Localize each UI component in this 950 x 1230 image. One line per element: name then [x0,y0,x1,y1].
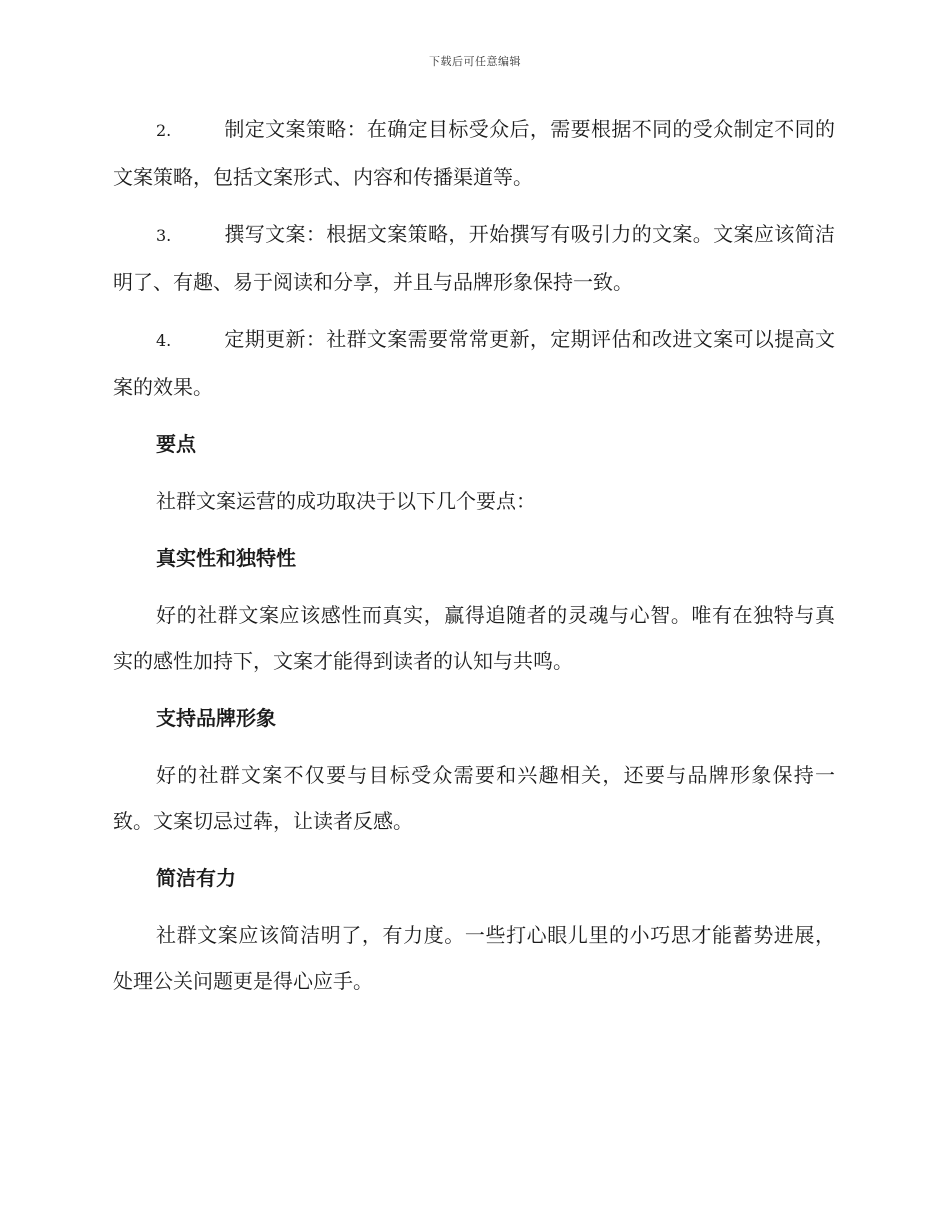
list-item-number: 3. [156,226,172,245]
concise-heading: 简洁有力 [156,866,236,890]
key-points-heading: 要点 [156,432,196,456]
concise-paragraph: 社群文案应该简洁明了，有力度。一些打心眼儿里的小巧思才能蓄势进展，处理公关问题更是得心应手。 [113,923,835,993]
list-item-text: 撰写文案：根据文案策略，开始撰写有吸引力的文案。文案应该简洁明了、有趣、易于阅读和分享，并且与品牌形象保持一致。 [113,222,835,294]
list-item [113,316,835,410]
brand-paragraph: 好的社群文案不仅要与目标受众需要和兴趣相关，还要与品牌形象保持一致。文案切忌过犇，让读者反感。 [113,763,835,833]
list-item [113,211,835,305]
key-points-intro: 社群文案运营的成功取决于以下几个要点： [156,489,536,513]
document-body [113,106,835,1015]
authenticity-heading: 真实性和独特性 [156,546,296,570]
list-item-number: 4. [156,331,172,350]
list-item-text: 制定文案策略：在确定目标受众后，需要根据不同的受众制定不同的文案策略，包括文案形式、内容和传播渠道等。 [113,117,835,189]
list-item [113,106,835,200]
page-header: 下载后可任意编辑 [429,55,521,68]
brand-heading: 支持品牌形象 [156,706,276,730]
list-item-text: 定期更新：社群文案需要常常更新，定期评估和改进文案可以提高文案的效果。 [113,327,835,399]
list-item-number: 2. [156,121,172,140]
authenticity-paragraph: 好的社群文案应该感性而真实，赢得追随者的灵魂与心智。唯有在独特与真实的感性加持下，文案才能得到读者的认知与共鸣。 [113,603,835,673]
